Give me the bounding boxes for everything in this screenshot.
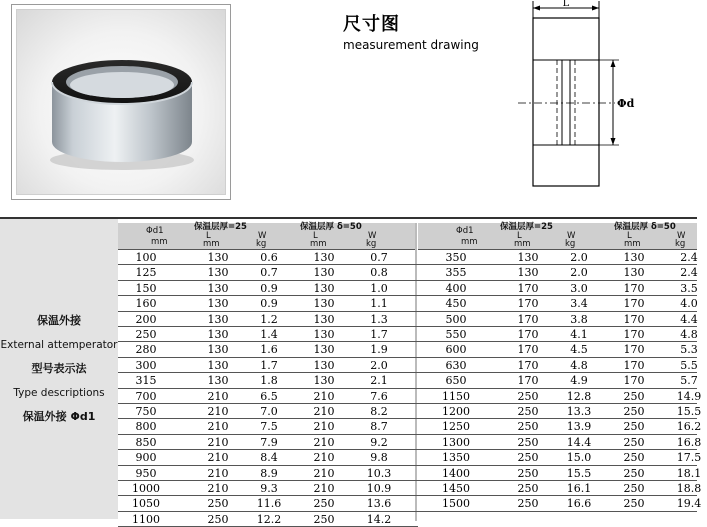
right-cell-d1: 1200 [442, 405, 470, 418]
left-cell-L-50: 210 [313, 405, 335, 418]
left-cell-W-50: 1.1 [370, 297, 388, 311]
drawing-title-cn: 尺寸图 [343, 14, 400, 35]
left-cell-W-25: 0.7 [260, 266, 278, 280]
header-right [418, 223, 697, 250]
left-cell-L-25: 210 [207, 482, 229, 495]
right-cell-L-25: 250 [517, 482, 539, 495]
left-cell-L-25: 130 [207, 343, 229, 357]
right-cell-W-50: 18.1 [676, 466, 702, 480]
left-cell-L-25: 130 [207, 328, 229, 341]
left-cell-W-25: 1.8 [260, 374, 278, 388]
left-cell-L-25: 130 [207, 251, 229, 264]
right-cell-L-25: 250 [517, 451, 539, 465]
left-cell-d1: 100 [135, 251, 157, 264]
left-cell-L-50: 210 [313, 482, 335, 495]
right-cell-W-50: 2.4 [680, 251, 698, 264]
right-cell-d1: 1400 [442, 466, 470, 480]
drawing-title-en: measurement drawing [343, 38, 479, 52]
right-cell-L-50: 250 [623, 405, 645, 418]
left-cell-W-50: 14.2 [366, 512, 392, 526]
left-cell-L-25: 130 [207, 374, 229, 388]
table-row [118, 404, 702, 419]
left-cell-d1: 1000 [132, 482, 160, 495]
right-cell-W-50: 4.0 [680, 297, 698, 311]
header-group2-r: 保温层厚 δ=50 [614, 222, 676, 232]
left-cell-L-50: 210 [313, 451, 335, 465]
right-cell-d1: 355 [445, 266, 467, 280]
left-cell-L-25: 210 [207, 435, 229, 449]
header-d1-r: Φd1 [456, 226, 474, 236]
right-cell-L-25: 170 [517, 374, 539, 388]
right-cell-W-25: 16.1 [566, 482, 592, 495]
left-cell-W-25: 7.9 [260, 435, 278, 449]
left-cell-W-25: 11.6 [256, 497, 282, 511]
left-cell-W-25: 0.9 [260, 281, 278, 295]
table-row [118, 281, 697, 296]
left-cell-d1: 280 [135, 343, 157, 357]
right-cell-W-25: 15.0 [566, 451, 592, 465]
left-cell-L-25: 210 [207, 451, 229, 465]
header-L1-unit: mm [203, 239, 220, 249]
left-cell-d1: 950 [135, 466, 157, 480]
header-L1-unit-r: mm [514, 239, 531, 249]
left-cell-W-25: 7.5 [260, 420, 278, 434]
left-cell-d1: 850 [135, 435, 157, 449]
right-cell-L-25: 250 [517, 389, 539, 403]
right-cell-d1: 650 [445, 374, 467, 388]
right-cell-L-25: 170 [517, 358, 539, 372]
header-d1: Φd1 [146, 226, 164, 236]
right-cell-L-50: 170 [623, 374, 645, 388]
measurement-drawing [513, 0, 697, 200]
right-cell-d1: 1150 [442, 389, 470, 403]
dim-label-d: Φd [617, 97, 635, 110]
right-cell-L-50: 250 [623, 389, 645, 403]
left-cell-W-50: 13.6 [366, 497, 392, 511]
left-cell-L-50: 130 [313, 328, 335, 341]
left-cell-d1: 125 [135, 266, 157, 280]
spec-table [0, 217, 702, 527]
left-cell-W-50: 0.8 [370, 266, 388, 280]
right-cell-W-25: 13.9 [566, 420, 592, 434]
left-cell-L-25: 210 [207, 405, 229, 418]
left-cell-L-50: 210 [313, 435, 335, 449]
right-cell-d1: 630 [445, 358, 467, 372]
left-cell-L-50: 130 [313, 374, 335, 388]
header-L1: L [206, 231, 211, 241]
left-cell-W-50: 9.2 [370, 435, 388, 449]
left-cell-d1: 300 [135, 358, 157, 372]
header-L2-r: L [627, 231, 632, 241]
left-cell-W-25: 9.3 [260, 482, 278, 495]
header-W2: W [368, 231, 377, 241]
right-cell-L-25: 250 [517, 466, 539, 480]
left-cell-W-50: 1.0 [370, 281, 388, 295]
header-L2: L [313, 231, 318, 241]
table-row [118, 419, 702, 434]
header-W2-unit-r: kg [675, 239, 686, 249]
left-cell-L-25: 130 [207, 266, 229, 280]
right-cell-L-50: 250 [623, 420, 645, 434]
right-cell-W-25: 4.5 [570, 343, 588, 357]
left-cell-W-50: 7.6 [370, 389, 388, 403]
right-cell-W-50: 2.4 [680, 266, 698, 280]
right-cell-L-50: 170 [623, 328, 645, 341]
type-description-panel [0, 219, 118, 519]
table-row [118, 250, 697, 265]
right-cell-L-25: 170 [517, 281, 539, 295]
right-cell-L-25: 130 [517, 251, 539, 264]
right-cell-W-50: 16.8 [676, 435, 702, 449]
right-cell-W-50: 19.4 [676, 497, 702, 511]
right-cell-W-25: 15.5 [566, 466, 592, 480]
left-cell-L-50: 210 [313, 420, 335, 434]
left-cell-d1: 750 [135, 405, 157, 418]
header-W2-unit: kg [366, 239, 377, 249]
left-cell-W-50: 0.7 [370, 251, 388, 264]
left-cell-d1: 1100 [132, 512, 160, 526]
header-group1: 保温层厚=25 [194, 222, 247, 232]
left-cell-L-25: 130 [207, 297, 229, 311]
right-cell-L-25: 250 [517, 435, 539, 449]
right-cell-L-50: 170 [623, 358, 645, 372]
right-cell-L-50: 250 [623, 451, 645, 465]
header-W1-unit-r: kg [565, 239, 576, 249]
left-cell-W-25: 0.9 [260, 297, 278, 311]
left-cell-W-50: 2.0 [370, 358, 388, 372]
right-cell-W-25: 16.6 [566, 497, 592, 511]
right-cell-W-25: 13.3 [566, 405, 592, 418]
left-cell-W-50: 10.9 [366, 482, 392, 495]
left-cell-d1: 160 [135, 297, 157, 311]
left-cell-W-25: 6.5 [260, 389, 278, 403]
right-cell-W-25: 12.8 [566, 389, 592, 403]
table-row [118, 358, 697, 373]
right-cell-d1: 350 [445, 251, 467, 264]
left-cell-L-50: 250 [313, 512, 335, 526]
table-row [118, 342, 697, 357]
right-cell-W-50: 3.5 [680, 281, 698, 295]
left-cell-d1: 700 [135, 389, 157, 403]
left-cell-W-50: 8.2 [370, 405, 388, 418]
table-row [118, 296, 697, 311]
right-cell-W-25: 3.0 [570, 281, 588, 295]
left-cell-d1: 250 [135, 328, 157, 341]
right-cell-d1: 400 [445, 281, 467, 295]
left-cell-L-25: 130 [207, 281, 229, 295]
right-cell-L-50: 130 [623, 266, 645, 280]
right-cell-d1: 550 [445, 328, 467, 341]
left-cell-d1: 1050 [132, 497, 160, 511]
left-cell-L-50: 130 [313, 251, 335, 264]
right-cell-L-50: 170 [623, 343, 645, 357]
product-photo-frame [11, 4, 231, 200]
left-cell-W-25: 0.6 [260, 251, 278, 264]
right-cell-W-25: 2.0 [570, 266, 588, 280]
right-cell-L-50: 170 [623, 312, 645, 326]
header-L2-unit: mm [310, 239, 327, 249]
right-cell-W-25: 4.1 [570, 328, 588, 341]
right-cell-W-50: 14.9 [676, 389, 702, 403]
right-cell-d1: 450 [445, 297, 467, 311]
right-cell-L-50: 250 [623, 482, 645, 495]
left-cell-W-25: 1.2 [260, 312, 278, 326]
right-cell-d1: 1500 [442, 497, 470, 511]
header-left [118, 223, 415, 250]
left-cell-W-50: 2.1 [370, 374, 388, 388]
left-cell-L-25: 250 [207, 497, 229, 511]
table-row [118, 481, 702, 496]
table-row [118, 389, 702, 404]
right-cell-L-50: 250 [623, 466, 645, 480]
label-type-cn: 型号表示法 [31, 362, 87, 375]
left-cell-W-50: 1.3 [370, 312, 388, 326]
label-type-en: Type descriptions [13, 387, 105, 399]
right-cell-W-50: 18.8 [676, 482, 702, 495]
right-cell-W-50: 17.5 [676, 451, 702, 465]
right-cell-W-50: 16.2 [676, 420, 702, 434]
label-d1: 保温外接 Φd1 [22, 410, 96, 423]
table-row [118, 512, 697, 527]
left-cell-L-50: 130 [313, 281, 335, 295]
left-cell-L-50: 210 [313, 466, 335, 480]
label-external-cn: 保温外接 [37, 314, 81, 327]
right-cell-W-50: 4.4 [680, 312, 698, 326]
right-cell-W-25: 3.8 [570, 312, 588, 326]
table-row [118, 435, 702, 450]
right-cell-L-25: 170 [517, 328, 539, 341]
right-cell-L-25: 130 [517, 266, 539, 280]
table-row [118, 373, 697, 388]
left-cell-L-50: 210 [313, 389, 335, 403]
product-photo [16, 9, 226, 195]
right-cell-d1: 1300 [442, 435, 470, 449]
left-cell-L-25: 210 [207, 420, 229, 434]
right-cell-L-25: 170 [517, 297, 539, 311]
left-cell-L-25: 130 [207, 358, 229, 372]
table-row [118, 312, 697, 327]
right-cell-W-25: 3.4 [570, 297, 588, 311]
right-cell-L-25: 250 [517, 420, 539, 434]
header-d1-unit: mm [151, 237, 168, 247]
insulation-sleeve-icon [17, 10, 227, 196]
table-row [118, 327, 697, 342]
right-cell-W-25: 4.8 [570, 358, 588, 372]
left-cell-L-50: 130 [313, 358, 335, 372]
table-row [118, 466, 702, 481]
left-cell-W-50: 9.8 [370, 451, 388, 465]
right-cell-L-50: 130 [623, 251, 645, 264]
left-cell-W-25: 8.4 [260, 451, 278, 465]
left-cell-W-50: 1.7 [370, 328, 388, 341]
right-cell-W-50: 5.3 [680, 343, 698, 357]
left-cell-W-25: 8.9 [260, 466, 278, 480]
left-cell-W-25: 1.6 [260, 343, 278, 357]
left-cell-d1: 800 [135, 420, 157, 434]
right-cell-W-50: 4.8 [680, 328, 698, 341]
left-cell-d1: 315 [135, 374, 157, 388]
left-cell-L-25: 130 [207, 312, 229, 326]
left-cell-L-25: 210 [207, 389, 229, 403]
left-cell-d1: 200 [135, 312, 157, 326]
right-cell-L-25: 170 [517, 312, 539, 326]
header-group1-r: 保温层厚=25 [500, 222, 553, 232]
left-cell-L-25: 250 [207, 512, 229, 526]
header-L2-unit-r: mm [624, 239, 641, 249]
right-cell-W-50: 15.5 [676, 405, 702, 418]
left-cell-L-50: 130 [313, 343, 335, 357]
left-cell-W-50: 8.7 [370, 420, 388, 434]
right-cell-W-25: 14.4 [566, 435, 592, 449]
right-cell-d1: 600 [445, 343, 467, 357]
header-L1-r: L [517, 231, 522, 241]
header-W2-r: W [677, 231, 686, 241]
right-cell-L-50: 250 [623, 497, 645, 511]
left-cell-W-25: 7.0 [260, 405, 278, 418]
dim-label-L: L [562, 0, 570, 9]
left-cell-W-50: 10.3 [366, 466, 392, 480]
header-W1-unit: kg [256, 239, 267, 249]
header-d1-unit-r: mm [461, 237, 478, 247]
left-cell-W-25: 1.4 [260, 328, 278, 341]
table-row [118, 265, 697, 280]
right-cell-L-25: 250 [517, 497, 539, 511]
table-row [118, 450, 702, 465]
right-cell-L-50: 170 [623, 281, 645, 295]
right-cell-L-25: 170 [517, 343, 539, 357]
right-cell-W-25: 4.9 [570, 374, 588, 388]
header-group2: 保温层厚 δ=50 [300, 222, 362, 232]
left-cell-W-25: 1.7 [260, 358, 278, 372]
right-cell-L-50: 250 [623, 435, 645, 449]
left-cell-W-25: 12.2 [256, 512, 282, 526]
table-row [118, 496, 702, 511]
right-cell-d1: 1450 [442, 482, 470, 495]
left-cell-L-50: 130 [313, 266, 335, 280]
label-external-en: External attemperator [0, 339, 118, 351]
right-cell-d1: 500 [445, 312, 467, 326]
right-cell-d1: 1350 [442, 451, 470, 465]
left-cell-L-25: 210 [207, 466, 229, 480]
left-cell-d1: 900 [135, 451, 157, 465]
left-cell-W-50: 1.9 [370, 343, 388, 357]
right-cell-L-25: 250 [517, 405, 539, 418]
header-W1-r: W [567, 231, 576, 241]
table-header [118, 223, 697, 249]
right-cell-d1: 1250 [442, 420, 470, 434]
right-cell-W-25: 2.0 [570, 251, 588, 264]
right-cell-W-50: 5.5 [680, 358, 698, 372]
left-cell-L-50: 130 [313, 312, 335, 326]
left-cell-L-50: 130 [313, 297, 335, 311]
left-cell-L-50: 250 [313, 497, 335, 511]
left-cell-d1: 150 [135, 281, 157, 295]
right-cell-L-50: 170 [623, 297, 645, 311]
right-cell-W-50: 5.7 [680, 374, 698, 388]
header-W1: W [258, 231, 267, 241]
